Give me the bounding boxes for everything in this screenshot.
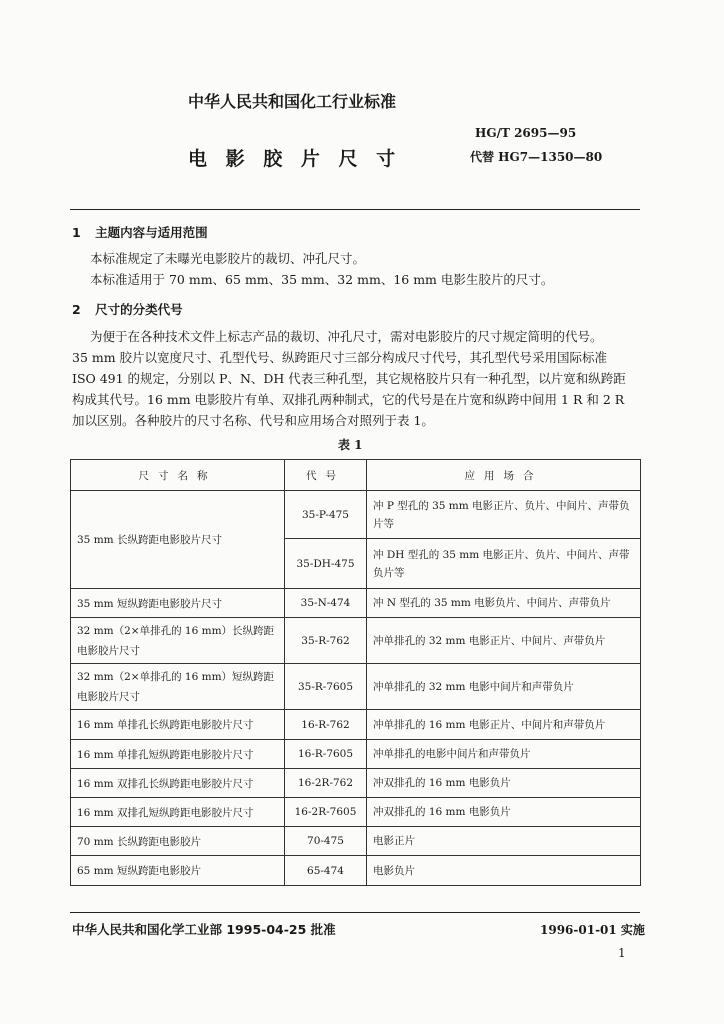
row-code: 35-DH-475 bbox=[285, 539, 367, 589]
row-code: 35-R-762 bbox=[285, 618, 367, 664]
approval-line: 中华人民共和国化学工业部 1995-04-25 批准 bbox=[72, 922, 336, 937]
row-name: 65 mm 短纵跨距电影胶片 bbox=[71, 856, 285, 886]
row-use: 冲 P 型孔的 35 mm 电影正片、负片、中间片、声带负片等 bbox=[367, 491, 641, 539]
footer-rule bbox=[70, 912, 640, 913]
row-use: 冲单排孔的 32 mm 电影中间片和声带负片 bbox=[367, 664, 641, 710]
row-use: 电影正片 bbox=[367, 827, 641, 856]
standard-code: HG/T 2695—95 bbox=[475, 126, 577, 140]
page-number: 1 bbox=[618, 946, 626, 960]
row-code: 35-N-474 bbox=[285, 589, 367, 618]
header-rule bbox=[70, 209, 640, 210]
row-use: 冲 N 型孔的 35 mm 电影负片、中间片、声带负片 bbox=[367, 589, 641, 618]
section-2-number: 2 bbox=[72, 302, 81, 317]
row-code: 35-P-475 bbox=[285, 491, 367, 539]
document-title: 电 影 胶 片 尺 寸 bbox=[188, 148, 402, 170]
header-code: 代号 bbox=[285, 460, 367, 491]
table-caption: 表 1 bbox=[338, 438, 363, 452]
row-use: 冲单排孔的 16 mm 电影正片、中间片和声带负片 bbox=[367, 710, 641, 740]
table-row bbox=[71, 664, 641, 710]
row-use: 电影负片 bbox=[367, 856, 641, 886]
row-use: 冲双排孔的 16 mm 电影负片 bbox=[367, 798, 641, 827]
row-name: 70 mm 长纵跨距电影胶片 bbox=[71, 827, 285, 856]
table-row bbox=[71, 740, 641, 769]
row-code: 16-2R-762 bbox=[285, 769, 367, 798]
row-code: 16-R-7605 bbox=[285, 740, 367, 769]
row-code: 16-R-762 bbox=[285, 710, 367, 740]
section-2-line-3: ISO 491 的规定，分别以 P、N、DH 代表三种孔型，其它规格胶片只有一种孔型，以片宽和纵跨距 bbox=[72, 371, 626, 386]
table-row bbox=[71, 827, 641, 856]
section-2-heading bbox=[72, 300, 183, 318]
table-row bbox=[71, 710, 641, 740]
row-use: 冲 DH 型孔的 35 mm 电影正片、负片、中间片、声带负片等 bbox=[367, 539, 641, 589]
row-name: 16 mm 双排孔长纵跨距电影胶片尺寸 bbox=[71, 769, 285, 798]
row-use: 冲双排孔的 16 mm 电影负片 bbox=[367, 769, 641, 798]
header-size-name: 尺寸名称 bbox=[71, 460, 285, 491]
row-name: 16 mm 单排孔长纵跨距电影胶片尺寸 bbox=[71, 710, 285, 740]
row-name: 35 mm 长纵跨距电影胶片尺寸 bbox=[71, 491, 285, 589]
section-2-title: 尺寸的分类代号 bbox=[95, 302, 183, 317]
row-name: 35 mm 短纵跨距电影胶片尺寸 bbox=[71, 589, 285, 618]
row-code: 16-2R-7605 bbox=[285, 798, 367, 827]
table-row bbox=[71, 856, 641, 886]
row-use: 冲单排孔的 32 mm 电影正片、中间片、声带负片 bbox=[367, 618, 641, 664]
section-1-heading bbox=[72, 223, 208, 241]
row-use: 冲单排孔的电影中间片和声带负片 bbox=[367, 740, 641, 769]
section-1-line-2: 本标准适用于 70 mm、65 mm、35 mm、32 mm、16 mm 电影生胶片的尺寸。 bbox=[90, 272, 554, 287]
row-code: 35-R-7605 bbox=[285, 664, 367, 710]
row-name: 16 mm 双排孔短纵跨距电影胶片尺寸 bbox=[71, 798, 285, 827]
section-1-line-1: 本标准规定了未曝光电影胶片的裁切、冲孔尺寸。 bbox=[90, 251, 366, 266]
table-row bbox=[71, 618, 641, 664]
table-header-row bbox=[71, 460, 641, 491]
row-name: 32 mm（2×单排孔的 16 mm）长纵跨距电影胶片尺寸 bbox=[71, 618, 285, 664]
org-standard-title: 中华人民共和国化工行业标准 bbox=[188, 92, 397, 111]
table-row bbox=[71, 769, 641, 798]
section-2-line-5: 加以区别。各种胶片的尺寸名称、代号和应用场合对照列于表 1。 bbox=[72, 413, 434, 428]
table-row bbox=[71, 589, 641, 618]
size-code-table bbox=[70, 459, 641, 886]
section-1-title: 主题内容与适用范围 bbox=[95, 225, 208, 240]
replaces-code: 代替 HG7—1350—80 bbox=[470, 150, 603, 164]
section-1-number: 1 bbox=[72, 225, 81, 240]
row-name: 16 mm 单排孔短纵跨距电影胶片尺寸 bbox=[71, 740, 285, 769]
row-code: 70-475 bbox=[285, 827, 367, 856]
section-2-line-4: 构成其代号。16 mm 电影胶片有单、双排孔两种制式，它的代号是在片宽和纵跨中间用 1 R 和 2 R bbox=[72, 392, 625, 407]
row-code: 65-474 bbox=[285, 856, 367, 886]
header-application: 应用场合 bbox=[367, 460, 641, 491]
section-2-line-2: 35 mm 胶片以宽度尺寸、孔型代号、纵跨距尺寸三部分构成尺寸代号，其孔型代号采用国际标准 bbox=[72, 350, 608, 365]
effective-date: 1996-01-01 实施 bbox=[540, 923, 645, 937]
table-row bbox=[71, 798, 641, 827]
row-name: 32 mm（2×单排孔的 16 mm）短纵跨距电影胶片尺寸 bbox=[71, 664, 285, 710]
section-2-line-1: 为便于在各种技术文件上标志产品的裁切、冲孔尺寸，需对电影胶片的尺寸规定简明的代号。 bbox=[90, 329, 603, 344]
table-row bbox=[71, 491, 641, 539]
